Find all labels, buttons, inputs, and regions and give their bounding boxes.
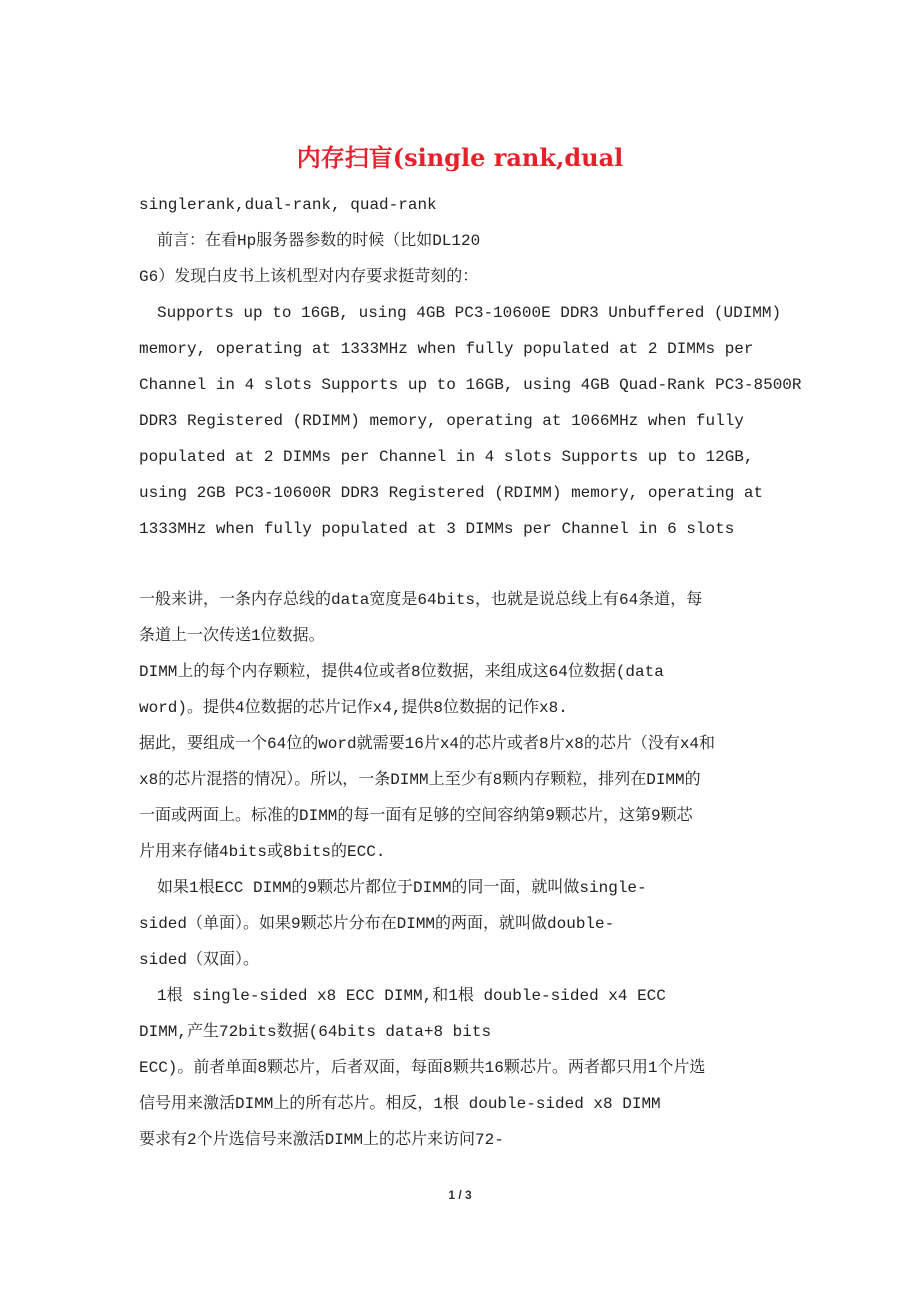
text-line: ECC)。前者单面8颗芯片，后者双面，每面8颗共16颗芯片。两者都只用1个片选 (139, 1059, 706, 1077)
text-line: Channel in 4 slots Supports up to 16GB, using 4GB Quad-Rank PC3-8500R (139, 376, 802, 394)
text-line: 一面或两面上。标准的DIMM的每一面有足够的空间容纳第9颗芯片，这第9颗芯 (139, 807, 693, 825)
text-line: 信号用来激活DIMM上的所有芯片。相反，1根 double-sided x8 DIMM (139, 1095, 661, 1113)
text-line: using 2GB PC3-10600R DDR3 Registered (RDIMM) memory, operating at (139, 484, 764, 502)
text-line: 如果1根ECC DIMM的9颗芯片都位于DIMM的同一面，就叫做single- (157, 879, 647, 897)
text-line: DIMM上的每个内存颗粒，提供4位或者8位数据，来组成这64位数据(data (139, 663, 664, 681)
text-line: populated at 2 DIMMs per Channel in 4 slots Supports up to 12GB, (139, 448, 754, 466)
text-line: x8的芯片混搭的情况）。所以，一条DIMM上至少有8颗内存颗粒，排列在DIMM的 (139, 771, 701, 789)
text-line: 片用来存储4bits或8bits的ECC. (139, 843, 386, 861)
text-line: 据此，要组成一个64位的word就需要16片x4的芯片或者8片x8的芯片（没有x4和 (139, 735, 716, 753)
text-line: G6）发现白皮书上该机型对内存要求挺苛刻的： (139, 268, 479, 286)
text-line: word)。提供4位数据的芯片记作x4,提供8位数据的记作x8. (139, 699, 568, 717)
page-indicator: 1 / 3 (448, 1188, 472, 1202)
text-line: singlerank,dual-rank, quad-rank (139, 196, 437, 214)
text-line: 1根 single-sided x8 ECC DIMM,和1根 double-sided x4 ECC (157, 987, 666, 1005)
text-line: 1333MHz when fully populated at 3 DIMMs per Channel in 6 slots (139, 520, 735, 538)
text-line: 要求有2个片选信号来激活DIMM上的芯片来访问72- (139, 1131, 504, 1149)
text-line: 前言：在看Hp服务器参数的时候（比如DL120 (157, 232, 481, 250)
text-line: Supports up to 16GB, using 4GB PC3-10600E DDR3 Unbuffered (UDIMM) (157, 304, 782, 322)
text-line: sided（单面）。如果9颗芯片分布在DIMM的两面，就叫做double- (139, 915, 615, 933)
text-line: memory, operating at 1333MHz when fully populated at 2 DIMMs per (139, 340, 754, 358)
page-title: 内存扫盲(single rank,dual (296, 143, 624, 172)
text-line: sided（双面）。 (139, 951, 260, 969)
text-line: DIMM,产生72bits数据(64bits data+8 bits (139, 1023, 492, 1041)
text-line: DDR3 Registered (RDIMM) memory, operating at 1066MHz when fully (139, 412, 744, 430)
text-line: 条道上一次传送1位数据。 (139, 627, 325, 645)
text-line: 一般来讲，一条内存总线的data宽度是64bits，也就是说总线上有64条道，每 (139, 591, 703, 609)
